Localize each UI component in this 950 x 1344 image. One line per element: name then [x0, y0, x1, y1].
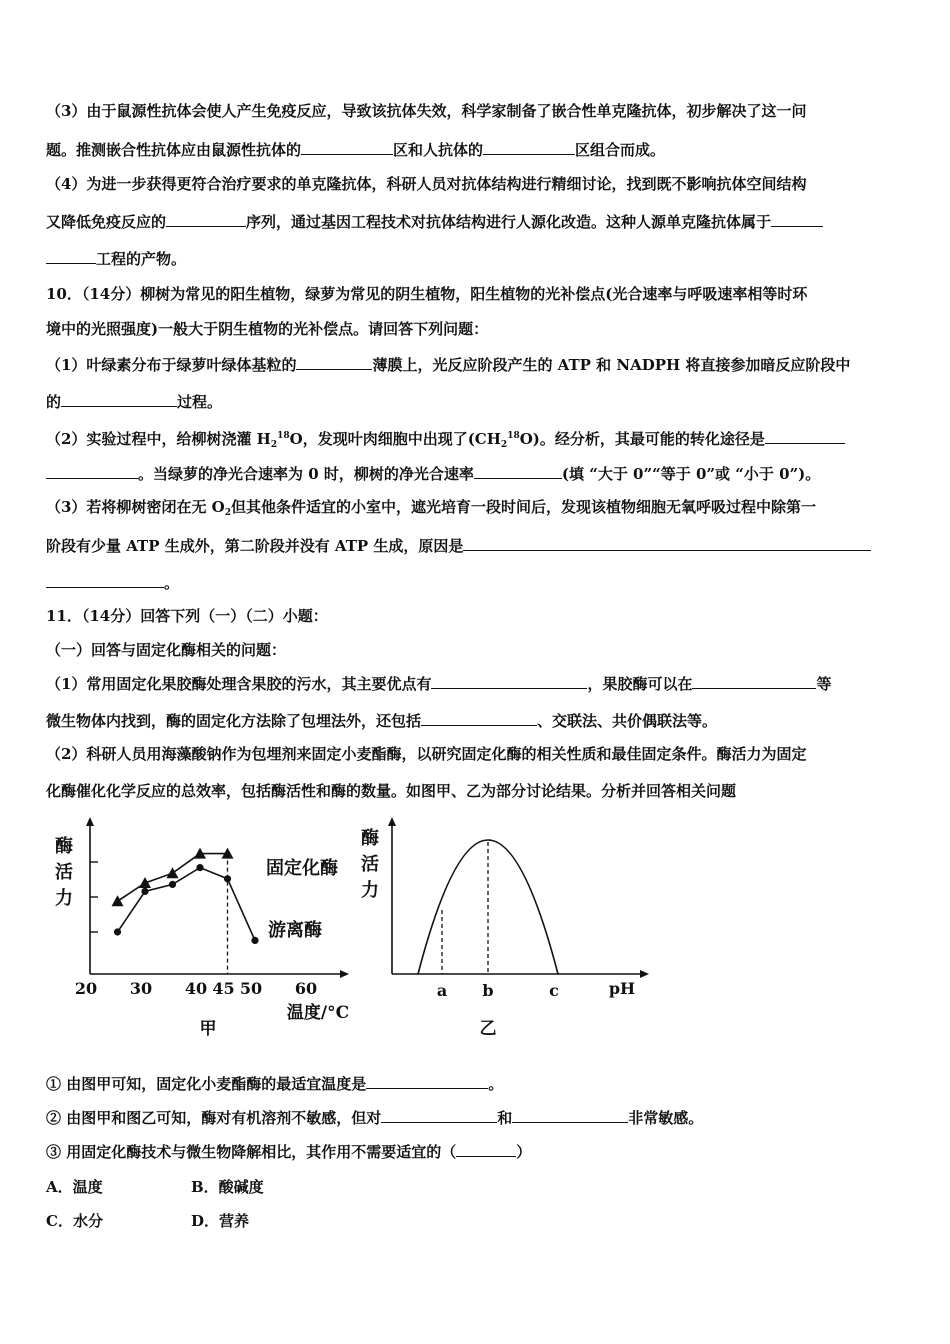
q11-p2-line2: 化酶催化化学反应的总效率，包括酶活性和酶的数量。如图甲、乙为部分讨论结果。分析并回答相关问题 — [46, 782, 737, 800]
q11-title: 11．（14分）回答下列（一）（二）小题： — [46, 607, 328, 625]
chart-jia — [55, 817, 349, 1039]
answer-blank[interactable] — [46, 248, 96, 264]
x-axis-title: 温度/°C — [286, 1003, 350, 1023]
q9-p3-line1: （3）由于鼠源性抗体会使人产生免疫反应，导致该抗体失效，科学家制备了嵌合性单克隆抗体，初步解决了这一问 — [46, 102, 807, 120]
x-axis-arrow — [340, 970, 349, 978]
answer-blank[interactable] — [381, 1107, 497, 1123]
answer-blank[interactable] — [296, 354, 372, 370]
x-axis-title: pH — [608, 979, 636, 998]
option-b[interactable]: B．酸碱度 — [191, 1178, 264, 1196]
q10-p3-line1: （3）若将柳树密闭在无 $O_2$但其他条件适宜的小室中，遮光培育一段时间后，发现该植物细胞无氧呼吸过程中除第一 — [46, 498, 817, 518]
triangle-point — [167, 867, 179, 878]
option-d[interactable]: D．营养 — [191, 1212, 250, 1230]
answer-blank[interactable] — [456, 1141, 516, 1157]
y-axis-arrow — [388, 817, 396, 826]
legend-free: 游离酶 — [268, 920, 322, 941]
q10-p1-line2: 的 过程。 — [46, 393, 223, 411]
q11-sub-q1: ① 由图甲可知，固定化小麦酯酶的最适宜温度是 。 — [46, 1075, 504, 1093]
x-axis-arrow — [640, 970, 649, 978]
q11-sub1: （一）回答与固定化酶相关的问题： — [46, 641, 287, 659]
x-tick-label: 60 — [294, 979, 318, 998]
q10-title-line1: 10．（14分）柳树为常见的阳生植物，绿萝为常见的阴生植物，阳生植物的光补偿点(光合速率与呼吸速率相等时环 — [46, 285, 808, 303]
x-tick-label: 45 — [212, 979, 235, 998]
y-label-char: 力 — [55, 888, 73, 909]
answer-blank[interactable] — [692, 673, 816, 689]
q10-p3-line2: 阶段有少量 ATP 生成外，第二阶段并没有 ATP 生成，原因是 — [46, 535, 906, 556]
q10-p1-line1: （1）叶绿素分布于绿萝叶绿体基粒的 薄膜上，光反应阶段产生的 ATP 和 NADPH 将直接参加暗反应阶段中 — [46, 356, 851, 374]
answer-blank[interactable] — [474, 463, 562, 479]
q11-sub-q3: ③ 用固定化酶技术与微生物降解相比，其作用不需要适宜的（ ） — [46, 1143, 532, 1161]
circle-point — [169, 881, 176, 888]
chart-title: 甲 — [199, 1019, 217, 1039]
y-axis-arrow — [86, 817, 94, 826]
triangle-point — [112, 895, 124, 906]
x-tick-label: 30 — [129, 979, 153, 998]
q9-p3-line2: 题。推测嵌合性抗体应由鼠源性抗体的 区和人抗体的 区组合而成。 — [46, 141, 666, 159]
circle-point — [251, 937, 258, 944]
answer-blank[interactable] — [431, 673, 587, 689]
q9-p4-line2: 又降低免疫反应的 序列，通过基因工程技术对抗体结构进行人源化改造。这种人源单克隆抗体属于 — [46, 211, 906, 232]
q9-p4-line3: 工程的产物。 — [46, 248, 906, 269]
y-label-char: 活 — [55, 862, 73, 883]
chart-title: 乙 — [479, 1019, 497, 1039]
answer-blank[interactable] — [512, 1107, 628, 1123]
answer-blank[interactable] — [483, 139, 575, 155]
y-label-char: 酶 — [55, 836, 73, 857]
y-label-char: 酶 — [361, 828, 379, 849]
x-tick-label: a — [436, 981, 448, 1000]
series-line-1 — [118, 868, 256, 941]
x-tick-label: 50 — [239, 979, 263, 998]
q9-p4-line1: （4）为进一步获得更符合治疗要求的单克隆抗体，科研人员对抗体结构进行精细讨论，找到既不影响抗体空间结构 — [46, 175, 807, 193]
x-tick-label: b — [482, 981, 494, 1000]
q10-p2-line1: （2）实验过程中，给柳树浇灌 $H_2^{18}O$，发现叶肉细胞中出现了$(CH_2^{18}O)$。经分析，其最可能的转化途径是 — [46, 426, 906, 455]
answer-blank[interactable] — [765, 428, 845, 444]
q10-title-line2: 境中的光照强度)一般大于阴生植物的光补偿点。请回答下列问题： — [46, 320, 489, 338]
answer-blank[interactable] — [166, 211, 246, 227]
answer-blank[interactable] — [421, 710, 537, 726]
y-label-char: 力 — [361, 880, 379, 901]
answer-blank[interactable] — [301, 139, 393, 155]
q11-p2-line1: （2）科研人员用海藻酸钠作为包埋剂来固定小麦酯酶，以研究固定化酶的相关性质和最佳固定条件。酶活力为固定 — [46, 745, 807, 763]
answer-blank[interactable] — [366, 1073, 488, 1089]
y-label-char: 活 — [361, 854, 379, 875]
triangle-point — [139, 877, 151, 888]
answer-blank[interactable] — [46, 463, 138, 479]
option-c[interactable]: C．水分 — [46, 1212, 103, 1230]
q10-p3-line3: 。 — [46, 572, 906, 593]
circle-point — [196, 864, 203, 871]
legend-immobilized: 固定化酶 — [266, 858, 338, 879]
q11-p1-line1: （1）常用固定化果胶酶处理含果胶的污水，其主要优点有 ，果胶酶可以在 等 — [46, 675, 832, 693]
x-tick-label: c — [549, 981, 559, 1000]
circle-point — [114, 928, 121, 935]
q11-p1-line2: 微生物体内找到，酶的固定化方法除了包埋法外，还包括 、交联法、共价偶联法等。 — [46, 712, 718, 730]
circle-point — [141, 888, 148, 895]
chart-yi — [361, 817, 649, 1039]
answer-blank[interactable] — [463, 535, 871, 551]
answer-blank[interactable] — [61, 391, 177, 407]
q11-sub-q2: ② 由图甲和图乙可知，酶对有机溶剂不敏感，但对 和 非常敏感。 — [46, 1109, 704, 1127]
q10-p2-line2: 。当绿萝的净光合速率为 0 时，柳树的净光合速率 (填 “大于 0”“等于 0”或 “小于 0”)。 — [46, 463, 906, 484]
answer-blank[interactable] — [46, 572, 164, 588]
x-tick-label: 20 — [74, 979, 98, 998]
x-tick-label: 40 — [184, 979, 208, 998]
circle-point — [224, 875, 231, 882]
answer-blank[interactable] — [771, 211, 823, 227]
option-a[interactable]: A．温度 — [46, 1178, 103, 1196]
figures — [0, 810, 950, 1070]
